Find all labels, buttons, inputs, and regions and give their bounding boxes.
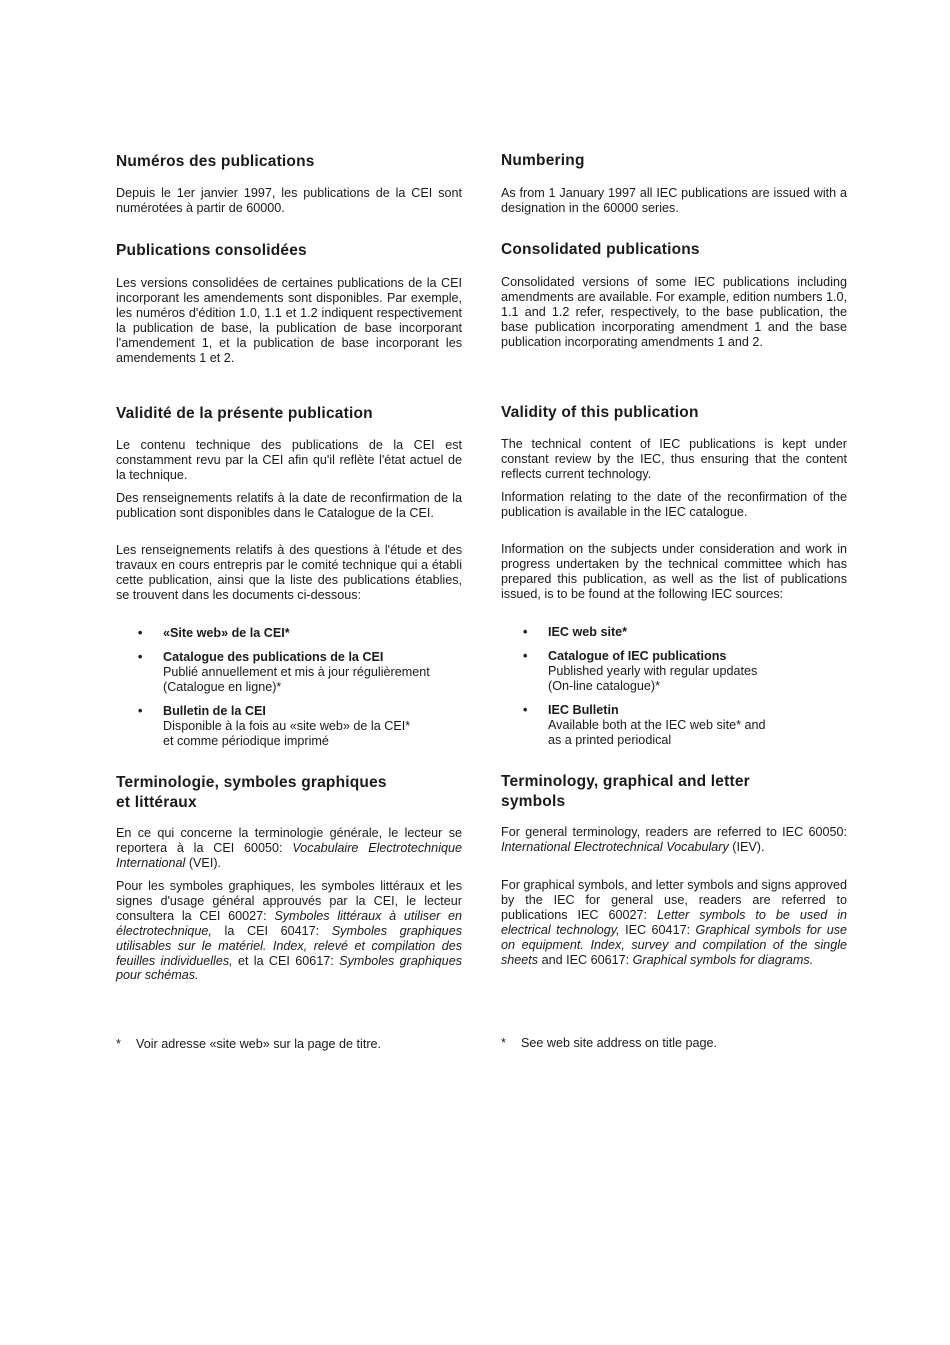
footnote-text: Voir adresse «site web» sur la page de titre. bbox=[136, 1037, 382, 1051]
text-run: En ce qui concerne la terminologie générale, le lecteur se reportera à la CEI 60050: bbox=[116, 826, 462, 855]
text-run: Pour les symboles graphiques, les symboles littéraux et les signes d'usage général approuvés par la CEI, le lecteur consultera la CEI 60027: bbox=[116, 879, 462, 923]
footnote-en bbox=[501, 1036, 717, 1051]
text-run: la CEI 60417: bbox=[211, 923, 332, 938]
heading-line: Terminologie, symboles graphiques bbox=[116, 774, 387, 791]
italic-run: Symboles graphiques utilisables sur le matériel. Index, relevé et compilation des feuilles individuelles, bbox=[116, 923, 462, 968]
paragraph-validity-1-en: The technical content of IEC publications is kept under constant review by the IEC, thus ensuring that the content reflects current technology. bbox=[501, 437, 847, 481]
paragraph-validity-2-en: Information relating to the date of the reconfirmation of the publication is available in the IEC catalogue. bbox=[501, 490, 847, 519]
paragraph-consolidated-en: Consolidated versions of some IEC publications including amendments are available. For example, edition numbers 1.0, 1.1 and 1.2 refer, respectively, to the base publication, the base publication incorporating amendment 1 and the base publication incorporating amendments 1 and 2. bbox=[501, 275, 847, 349]
text-run: IEC 60417: bbox=[619, 922, 696, 937]
list-item-line: Available both at the IEC web site* and bbox=[548, 717, 766, 732]
text-run: and IEC 60617: bbox=[538, 952, 633, 967]
heading-consolidated-fr: Publications consolidées bbox=[116, 242, 307, 259]
list-item-line: (Catalogue en ligne)* bbox=[163, 679, 282, 694]
list-item-title: Catalogue des publications de la CEI bbox=[163, 650, 384, 664]
heading-validity-fr: Validité de la présente publication bbox=[116, 405, 373, 422]
footnote-fr bbox=[116, 1037, 381, 1052]
footnote-text: See web site address on title page. bbox=[521, 1036, 718, 1050]
italic-run: Vocabulaire Electrotechnique International bbox=[116, 840, 463, 870]
heading-terminology-fr bbox=[116, 773, 462, 813]
paragraph-validity-1-fr: Le contenu technique des publications de la CEI est constamment revu par la CEI afin qu'il reflète l'état actuel de la technique. bbox=[116, 438, 462, 482]
bullet-icon: • bbox=[523, 703, 528, 717]
text-run: (IEV). bbox=[728, 839, 765, 854]
bullet-icon: • bbox=[138, 650, 143, 664]
heading-line: Terminology, graphical and letter bbox=[501, 773, 750, 790]
bullet-icon: • bbox=[138, 626, 143, 640]
list-item-title: Catalogue of IEC publications bbox=[548, 649, 727, 663]
bullet-icon: • bbox=[523, 649, 528, 663]
italic-run: Letter symbols to be used in electrical technology, bbox=[501, 907, 847, 937]
list-item-title: IEC web site* bbox=[548, 625, 628, 639]
italic-run: Symboles graphiques pour schémas. bbox=[116, 953, 462, 983]
text-run: For graphical symbols, and letter symbols and signs approved by the IEC for general use, readers are referred to publications IEC 60027: bbox=[501, 878, 847, 922]
list-item-title: IEC Bulletin bbox=[548, 703, 619, 717]
paragraph-terminology-2-fr bbox=[116, 879, 462, 983]
italic-run: Graphical symbols for diagrams. bbox=[632, 952, 814, 967]
footnote-marker: * bbox=[116, 1037, 121, 1051]
list-item-title: «Site web» de la CEI* bbox=[163, 626, 290, 640]
heading-numbering-en: Numbering bbox=[501, 152, 585, 169]
heading-line: et littéraux bbox=[116, 794, 197, 811]
text-run: For general terminology, readers are referred to IEC 60050: bbox=[501, 825, 847, 839]
text-run: (VEI). bbox=[185, 855, 222, 870]
list-item-line: (On-line catalogue)* bbox=[548, 678, 661, 693]
italic-run: Symboles littéraux à utiliser en électrotechnique, bbox=[116, 908, 462, 938]
bullet-icon: • bbox=[523, 625, 528, 639]
list-item-line: et comme périodique imprimé bbox=[163, 733, 329, 748]
paragraph-consolidated-fr: Les versions consolidées de certaines publications de la CEI incorporant les amendements sont disponibles. Par exemple, les numéros d'édition 1.0, 1.1 et 1.2 indiquent respectivement la publication de base, la publication de base incorporant l'amendement 1, et la publication de base incorporant les amendements 1 et 2. bbox=[116, 276, 462, 365]
bullet-icon: • bbox=[138, 704, 143, 718]
heading-line: symbols bbox=[501, 793, 566, 810]
list-item-title: Bulletin de la CEI bbox=[163, 704, 266, 718]
list-item-line: as a printed periodical bbox=[548, 732, 672, 747]
paragraph-numbering-fr: Depuis le 1er janvier 1997, les publications de la CEI sont numérotées à partir de 60000. bbox=[116, 186, 462, 215]
list-item-line: Publié annuellement et mis à jour régulièrement bbox=[163, 664, 430, 679]
paragraph-numbering-en: As from 1 January 1997 all IEC publications are issued with a designation in the 60000 series. bbox=[501, 186, 847, 215]
paragraph-validity-2-fr: Des renseignements relatifs à la date de reconfirmation de la publication sont disponibles dans le Catalogue de la CEI. bbox=[116, 491, 462, 520]
heading-numbering-fr: Numéros des publications bbox=[116, 153, 315, 170]
paragraph-validity-3-fr: Les renseignements relatifs à des questions à l'étude et des travaux en cours entrepris par le comité technique qui a établi cette publication, ainsi que la liste des publications établies, se trouvent dans les documents ci-dessous: bbox=[116, 543, 462, 602]
list-item-line: Published yearly with regular updates bbox=[548, 663, 758, 678]
footnote-marker: * bbox=[501, 1036, 506, 1050]
text-run: et la CEI 60617: bbox=[232, 953, 340, 968]
paragraph-terminology-2-en bbox=[501, 878, 847, 967]
paragraph-terminology-1-fr bbox=[116, 826, 462, 871]
list-item-line: Disponible à la fois au «site web» de la CEI* bbox=[163, 718, 411, 733]
italic-run: Graphical symbols for use on equipment. Index, survey and compilation of the single sheets bbox=[501, 922, 847, 967]
paragraph-terminology-1-en bbox=[501, 825, 847, 855]
italic-run: International Electrotechnical Vocabulary bbox=[501, 839, 729, 854]
heading-consolidated-en: Consolidated publications bbox=[501, 241, 700, 258]
heading-terminology-en bbox=[501, 772, 847, 812]
heading-validity-en: Validity of this publication bbox=[501, 404, 699, 421]
paragraph-validity-3-en: Information on the subjects under consideration and work in progress undertaken by the technical committee which has prepared this publication, as well as the list of publications issued, is to be found at the following IEC sources: bbox=[501, 542, 847, 601]
